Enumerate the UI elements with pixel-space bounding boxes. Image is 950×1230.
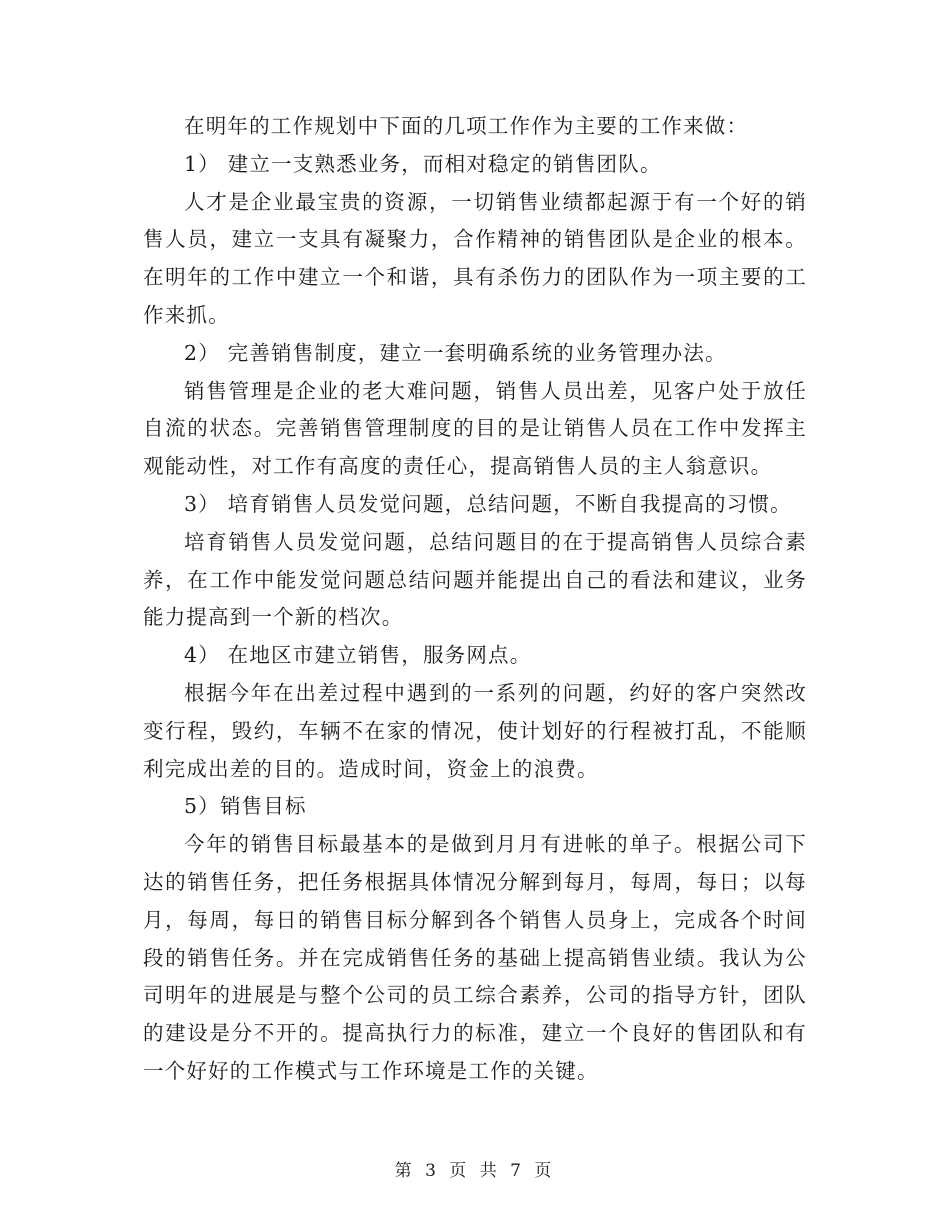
item-3-body: 培育销售人员发觉问题，总结问题目的在于提高销售人员综合素养，在工作中能发觉问题总结问题并能提出自己的看法和建议，业务能力提高到一个新的档次。 [143, 529, 807, 630]
item-1-body: 人才是企业最宝贵的资源，一切销售业绩都起源于有一个好的销售人员，建立一支具有凝聚力，合作精神的销售团队是企业的根本。在明年的工作中建立一个和谐，具有杀伤力的团队作为一项主要的工作来抓。 [143, 189, 807, 327]
page-number-footer: 第 3 页 共 7 页 [394, 1161, 556, 1181]
item-2-heading: 2） 完善销售制度，建立一套明确系统的业务管理办法。 [184, 340, 727, 365]
item-4-heading: 4） 在地区市建立销售，服务网点。 [184, 643, 532, 668]
document-body [143, 108, 807, 1091]
item-4-body: 根据今年在出差过程中遇到的一系列的问题，约好的客户突然改变行程，毁约，车辆不在家的情况，使计划好的行程被打乱，不能顺利完成出差的目的。造成时间，资金上的浪费。 [143, 680, 807, 781]
item-5-body: 今年的销售目标最基本的是做到月月有进帐的单子。根据公司下达的销售任务，把任务根据具体情况分解到每月，每周，每日；以每月，每周，每日的销售目标分解到各个销售人员身上，完成各个时间段的销售任务。并在完成销售任务的基础上提高销售业绩。我认为公司明年的进展是与整个公司的员工综合素养，公司的指导方针，团队的建设是分不开的。提高执行力的标准，建立一个良好的售团队和有一个好好的工作模式与工作环境是工作的关键。 [143, 832, 807, 1083]
item-3-heading: 3） 培育销售人员发觉问题，总结问题，不断自我提高的习惯。 [184, 491, 792, 516]
item-1-heading: 1） 建立一支熟悉业务，而相对稳定的销售团队。 [184, 151, 662, 176]
item-5-heading: 5）销售目标 [184, 794, 307, 819]
intro-paragraph: 在明年的工作规划中下面的几项工作作为主要的工作来做： [184, 114, 749, 138]
item-2-body: 销售管理是企业的老大难问题，销售人员出差，见客户处于放任自流的状态。完善销售管理制度的目的是让销售人员在工作中发挥主观能动性，对工作有高度的责任心，提高销售人员的主人翁意识。 [143, 378, 807, 479]
